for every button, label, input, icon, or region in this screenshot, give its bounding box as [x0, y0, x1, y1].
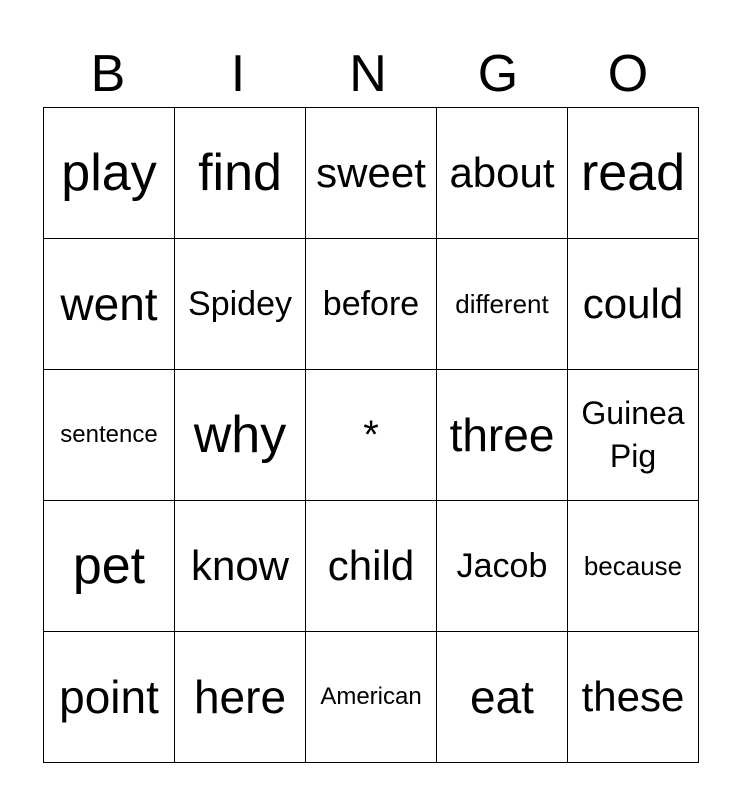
- cell-word: pet: [72, 537, 146, 595]
- bingo-cell[interactable]: [44, 632, 175, 763]
- board-row: [44, 632, 699, 763]
- bingo-cell[interactable]: [175, 239, 306, 370]
- board-row: [44, 370, 699, 501]
- bingo-cell[interactable]: [437, 632, 568, 763]
- bingo-cell[interactable]: [437, 239, 568, 370]
- bingo-cell[interactable]: [44, 501, 175, 632]
- bingo-cell[interactable]: [175, 632, 306, 763]
- cell-word: play: [61, 144, 157, 202]
- cell-word: different: [455, 289, 549, 319]
- bingo-header: [43, 40, 693, 108]
- cell-word: sentence: [60, 421, 158, 448]
- bingo-cell[interactable]: [568, 632, 699, 763]
- cell-word: know: [190, 542, 290, 589]
- cell-word: American: [320, 683, 422, 710]
- bingo-cell[interactable]: [175, 108, 306, 239]
- header-letter-g: G: [477, 45, 519, 103]
- bingo-cell[interactable]: [568, 239, 699, 370]
- bingo-cell[interactable]: [44, 239, 175, 370]
- cell-word: child: [327, 542, 415, 589]
- bingo-cell[interactable]: [437, 108, 568, 239]
- bingo-cell[interactable]: [306, 239, 437, 370]
- bingo-cell[interactable]: [437, 370, 568, 501]
- bingo-cell[interactable]: [175, 370, 306, 501]
- cell-word: Jacob: [456, 547, 548, 585]
- header-letter-i: I: [230, 45, 246, 103]
- bingo-cell[interactable]: [175, 501, 306, 632]
- cell-word: about: [449, 149, 555, 196]
- header-letter-o: O: [607, 45, 649, 103]
- cell-word: Spidey: [188, 285, 292, 323]
- cell-word: why: [193, 406, 287, 464]
- cell-word: these: [581, 673, 685, 720]
- bingo-board: [43, 107, 699, 763]
- free-space-cell[interactable]: [306, 370, 437, 501]
- bingo-cell[interactable]: [437, 501, 568, 632]
- board-row: [44, 108, 699, 239]
- bingo-cell[interactable]: [568, 370, 699, 501]
- cell-word: point: [59, 671, 159, 723]
- header-letter-b: B: [90, 45, 126, 103]
- board-row: [44, 239, 699, 370]
- free-space-star: *: [363, 413, 379, 457]
- cell-word: find: [198, 144, 282, 202]
- bingo-cell[interactable]: [306, 501, 437, 632]
- cell-word: eat: [470, 671, 534, 723]
- bingo-cell[interactable]: [306, 632, 437, 763]
- cell-word: before: [322, 285, 420, 323]
- cell-word: Guinea Pig: [581, 394, 685, 474]
- header-letter-n: N: [349, 45, 387, 103]
- cell-word: sweet: [316, 149, 426, 196]
- cell-word: could: [582, 280, 684, 327]
- board-row: [44, 501, 699, 632]
- cell-word: three: [449, 409, 555, 461]
- cell-word: read: [580, 144, 686, 202]
- bingo-cell[interactable]: [44, 108, 175, 239]
- bingo-cell[interactable]: [44, 370, 175, 501]
- bingo-cell[interactable]: [568, 108, 699, 239]
- bingo-cell[interactable]: [306, 108, 437, 239]
- bingo-cell[interactable]: [568, 501, 699, 632]
- cell-word: here: [193, 671, 287, 723]
- cell-word: because: [583, 551, 683, 581]
- cell-word: went: [60, 278, 158, 330]
